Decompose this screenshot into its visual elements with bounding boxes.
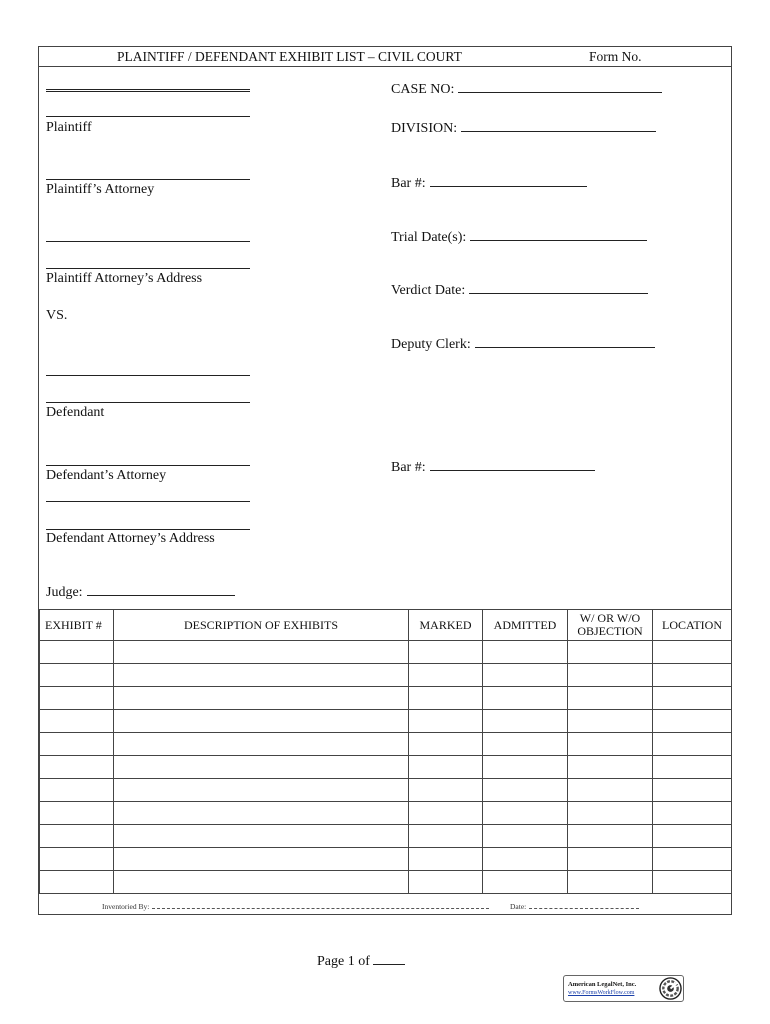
defendant-label: Defendant [46, 405, 105, 420]
logo-website-link[interactable]: www.FormsWorkFlow.com [568, 990, 635, 996]
case-no-field [391, 81, 662, 98]
verdict-date-line[interactable] [469, 282, 648, 294]
cell-admitted[interactable] [483, 825, 568, 848]
cell-marked[interactable] [409, 687, 483, 710]
cell-exhibit-number[interactable] [40, 779, 114, 802]
cell-objection[interactable] [568, 687, 653, 710]
form-title: PLAINTIFF / DEFENDANT EXHIBIT LIST – CIVIL COURT [117, 49, 462, 64]
plaintiff-label: Plaintiff [46, 120, 92, 135]
cell-objection[interactable] [568, 733, 653, 756]
cell-location[interactable] [653, 664, 732, 687]
verdict-date-label: Verdict Date: [391, 283, 466, 298]
cell-marked[interactable] [409, 802, 483, 825]
exhibit-list-form [38, 46, 732, 915]
table-row [40, 641, 732, 664]
plaintiff-attorney-address-line-2[interactable] [46, 268, 250, 269]
cell-description[interactable] [114, 687, 409, 710]
cell-exhibit-number[interactable] [40, 802, 114, 825]
trial-dates-label: Trial Date(s): [391, 230, 467, 245]
division-field [391, 120, 656, 137]
cell-exhibit-number[interactable] [40, 848, 114, 871]
inventory-date-label: Date: [510, 902, 527, 911]
cell-marked[interactable] [409, 871, 483, 894]
division-line[interactable] [461, 120, 656, 132]
cell-location[interactable] [653, 802, 732, 825]
bar-number-line-2[interactable] [430, 459, 595, 471]
cell-location[interactable] [653, 825, 732, 848]
american-legalnet-logo [563, 975, 684, 1002]
cell-marked[interactable] [409, 848, 483, 871]
cell-exhibit-number[interactable] [40, 733, 114, 756]
deputy-clerk-line[interactable] [475, 336, 655, 348]
cell-description[interactable] [114, 641, 409, 664]
inventory-row [39, 896, 731, 915]
cell-objection[interactable] [568, 641, 653, 664]
defendant-attorney-address-line-1[interactable] [46, 501, 250, 502]
deputy-clerk-field [391, 336, 655, 353]
cell-description[interactable] [114, 825, 409, 848]
cell-exhibit-number[interactable] [40, 756, 114, 779]
bar-number-label-2: Bar #: [391, 460, 426, 475]
table-row [40, 848, 732, 871]
cell-description[interactable] [114, 664, 409, 687]
cell-exhibit-number[interactable] [40, 710, 114, 733]
cell-objection[interactable] [568, 848, 653, 871]
plaintiff-attorney-address-label: Plaintiff Attorney’s Address [46, 271, 203, 286]
column-header-exhibit-number: EXHIBIT # [40, 610, 114, 641]
cell-location[interactable] [653, 848, 732, 871]
bar-number-label-1: Bar #: [391, 176, 426, 191]
bar-number-field-1 [391, 175, 587, 192]
cell-description[interactable] [114, 848, 409, 871]
table-row [40, 733, 732, 756]
plaintiff-name-line-2[interactable] [46, 116, 250, 117]
cell-location[interactable] [653, 733, 732, 756]
inventory-date-line[interactable] [529, 902, 639, 909]
table-row [40, 802, 732, 825]
plaintiff-attorney-label: Plaintiff’s Attorney [46, 182, 155, 197]
cell-admitted[interactable] [483, 641, 568, 664]
cell-objection[interactable] [568, 779, 653, 802]
cell-admitted[interactable] [483, 871, 568, 894]
cell-exhibit-number[interactable] [40, 641, 114, 664]
table-row [40, 779, 732, 802]
exhibit-rows [40, 641, 732, 894]
cell-marked[interactable] [409, 710, 483, 733]
cell-objection[interactable] [568, 756, 653, 779]
cell-objection[interactable] [568, 825, 653, 848]
legalnet-emblem-icon [659, 977, 682, 1000]
cell-exhibit-number[interactable] [40, 687, 114, 710]
cell-description[interactable] [114, 733, 409, 756]
cell-location[interactable] [653, 687, 732, 710]
case-no-line[interactable] [458, 81, 662, 93]
cell-location[interactable] [653, 641, 732, 664]
defendant-attorney-address-label: Defendant Attorney’s Address [46, 531, 215, 546]
case-no-label: CASE NO: [391, 82, 455, 97]
table-row [40, 710, 732, 733]
plaintiff-attorney-line[interactable] [46, 179, 250, 180]
title-row [39, 47, 731, 67]
cell-admitted[interactable] [483, 848, 568, 871]
page-number-label: Page 1 of [317, 954, 370, 969]
page-number [317, 953, 405, 970]
column-header-marked: MARKED [409, 610, 483, 641]
cell-admitted[interactable] [483, 687, 568, 710]
inventoried-by-label: Inventoried By: [102, 902, 150, 911]
cell-admitted[interactable] [483, 802, 568, 825]
column-header-objection: W/ OR W/O OBJECTION [568, 610, 653, 641]
cell-marked[interactable] [409, 779, 483, 802]
cell-location[interactable] [653, 779, 732, 802]
cell-marked[interactable] [409, 664, 483, 687]
cell-exhibit-number[interactable] [40, 871, 114, 894]
cell-marked[interactable] [409, 825, 483, 848]
table-row [40, 871, 732, 894]
cell-objection[interactable] [568, 802, 653, 825]
judge-line[interactable] [87, 584, 235, 596]
division-label: DIVISION: [391, 121, 458, 136]
cell-description[interactable] [114, 871, 409, 894]
judge-field [46, 584, 235, 601]
cell-exhibit-number[interactable] [40, 825, 114, 848]
cell-objection[interactable] [568, 710, 653, 733]
cell-location[interactable] [653, 710, 732, 733]
cell-marked[interactable] [409, 733, 483, 756]
defendant-name-line-2[interactable] [46, 402, 250, 403]
table-row [40, 664, 732, 687]
bar-number-line-1[interactable] [430, 175, 587, 187]
column-header-location: LOCATION [653, 610, 732, 641]
trial-dates-field [391, 229, 647, 246]
deputy-clerk-label: Deputy Clerk: [391, 337, 471, 352]
cell-description[interactable] [114, 710, 409, 733]
defendant-attorney-address-line-2[interactable] [46, 529, 250, 530]
table-row [40, 687, 732, 710]
cell-description[interactable] [114, 756, 409, 779]
cell-objection[interactable] [568, 871, 653, 894]
form-number-label: Form No. [589, 49, 642, 64]
cell-marked[interactable] [409, 756, 483, 779]
cell-admitted[interactable] [483, 756, 568, 779]
table-row [40, 825, 732, 848]
trial-dates-line[interactable] [470, 229, 647, 241]
inventory-date-field [510, 902, 639, 911]
cell-exhibit-number[interactable] [40, 664, 114, 687]
cell-objection[interactable] [568, 664, 653, 687]
cell-location[interactable] [653, 756, 732, 779]
logo-company-name: American LegalNet, Inc. [568, 981, 637, 988]
column-header-description: DESCRIPTION OF EXHIBITS [114, 610, 409, 641]
cell-marked[interactable] [409, 641, 483, 664]
cell-description[interactable] [114, 802, 409, 825]
cell-description[interactable] [114, 779, 409, 802]
verdict-date-field [391, 282, 648, 299]
inventoried-by-field [102, 902, 489, 911]
defendant-attorney-label: Defendant’s Attorney [46, 468, 167, 483]
column-header-admitted: ADMITTED [483, 610, 568, 641]
plaintiff-name-line-1[interactable] [46, 89, 250, 92]
table-header-row [40, 610, 732, 641]
page-total-line[interactable] [373, 953, 405, 965]
inventoried-by-line[interactable] [152, 902, 489, 909]
cell-admitted[interactable] [483, 779, 568, 802]
defendant-attorney-line[interactable] [46, 465, 250, 466]
cell-admitted[interactable] [483, 664, 568, 687]
table-row [40, 756, 732, 779]
exhibits-table [39, 609, 732, 894]
judge-label: Judge: [46, 585, 83, 600]
bar-number-field-2 [391, 459, 595, 476]
defendant-name-line-1[interactable] [46, 375, 250, 376]
plaintiff-attorney-address-line-1[interactable] [46, 241, 250, 242]
versus-label: VS. [46, 308, 68, 323]
cell-location[interactable] [653, 871, 732, 894]
cell-admitted[interactable] [483, 733, 568, 756]
cell-admitted[interactable] [483, 710, 568, 733]
